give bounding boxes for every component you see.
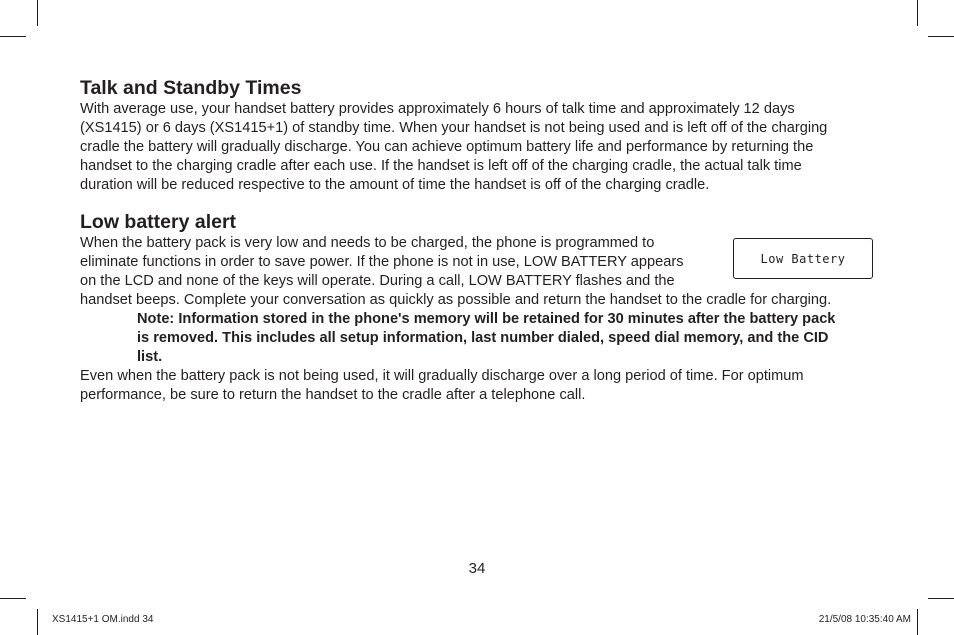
crop-mark xyxy=(37,609,38,635)
note-line: list. xyxy=(137,349,163,365)
lcd-display-illustration xyxy=(733,238,873,279)
footer-timestamp: 21/5/08 10:35:40 AM xyxy=(818,614,911,625)
footer-file-name: XS1415+1 OM.indd 34 xyxy=(52,614,154,625)
crop-mark xyxy=(917,609,918,635)
lcd-display-text: Low Battery xyxy=(760,251,846,266)
body-line: cradle the battery will gradually discharge. You can achieve optimum battery life and performance by returning the xyxy=(80,139,814,155)
crop-mark xyxy=(0,36,26,37)
crop-mark xyxy=(928,598,954,599)
section-heading-talk-standby: Talk and Standby Times xyxy=(80,77,302,99)
body-line: When the battery pack is very low and needs to be charged, the phone is programmed to xyxy=(80,235,655,251)
page-number: 34 xyxy=(468,560,486,577)
body-line: performance, be sure to return the handset to the cradle after a telephone call. xyxy=(80,387,586,403)
crop-mark xyxy=(0,598,26,599)
note-line: is removed. This includes all setup information, last number dialed, speed dial memory, and the CID xyxy=(137,330,829,346)
crop-mark xyxy=(917,0,918,26)
section-heading-low-battery: Low battery alert xyxy=(80,211,237,233)
body-line: With average use, your handset battery provides approximately 6 hours of talk time and approximately 12 days xyxy=(80,101,795,117)
body-line: handset beeps. Complete your conversation as quickly as possible and return the handset to the cradle for charging. xyxy=(80,292,832,308)
body-line: eliminate functions in order to save power. If the phone is not in use, LOW BATTERY appears xyxy=(80,254,684,270)
note-line: Note: Information stored in the phone's memory will be retained for 30 minutes after the battery pack xyxy=(137,311,836,327)
body-line: duration will be reduced respective to the amount of time the handset is off of the charging cradle. xyxy=(80,177,710,193)
body-line: handset to the charging cradle after each use. If the handset is left off of the charging cradle, the actual talk time xyxy=(80,158,802,174)
body-line: (XS1415) or 6 days (XS1415+1) of standby time. When your handset is not being used and is left off of the charging xyxy=(80,120,828,136)
note-block xyxy=(137,310,880,367)
body-line: Even when the battery pack is not being used, it will gradually discharge over a long period of time. For optimum xyxy=(80,368,804,384)
crop-mark xyxy=(928,36,954,37)
crop-mark xyxy=(37,0,38,26)
body-line: on the LCD and none of the keys will operate. During a call, LOW BATTERY flashes and the xyxy=(80,273,675,289)
